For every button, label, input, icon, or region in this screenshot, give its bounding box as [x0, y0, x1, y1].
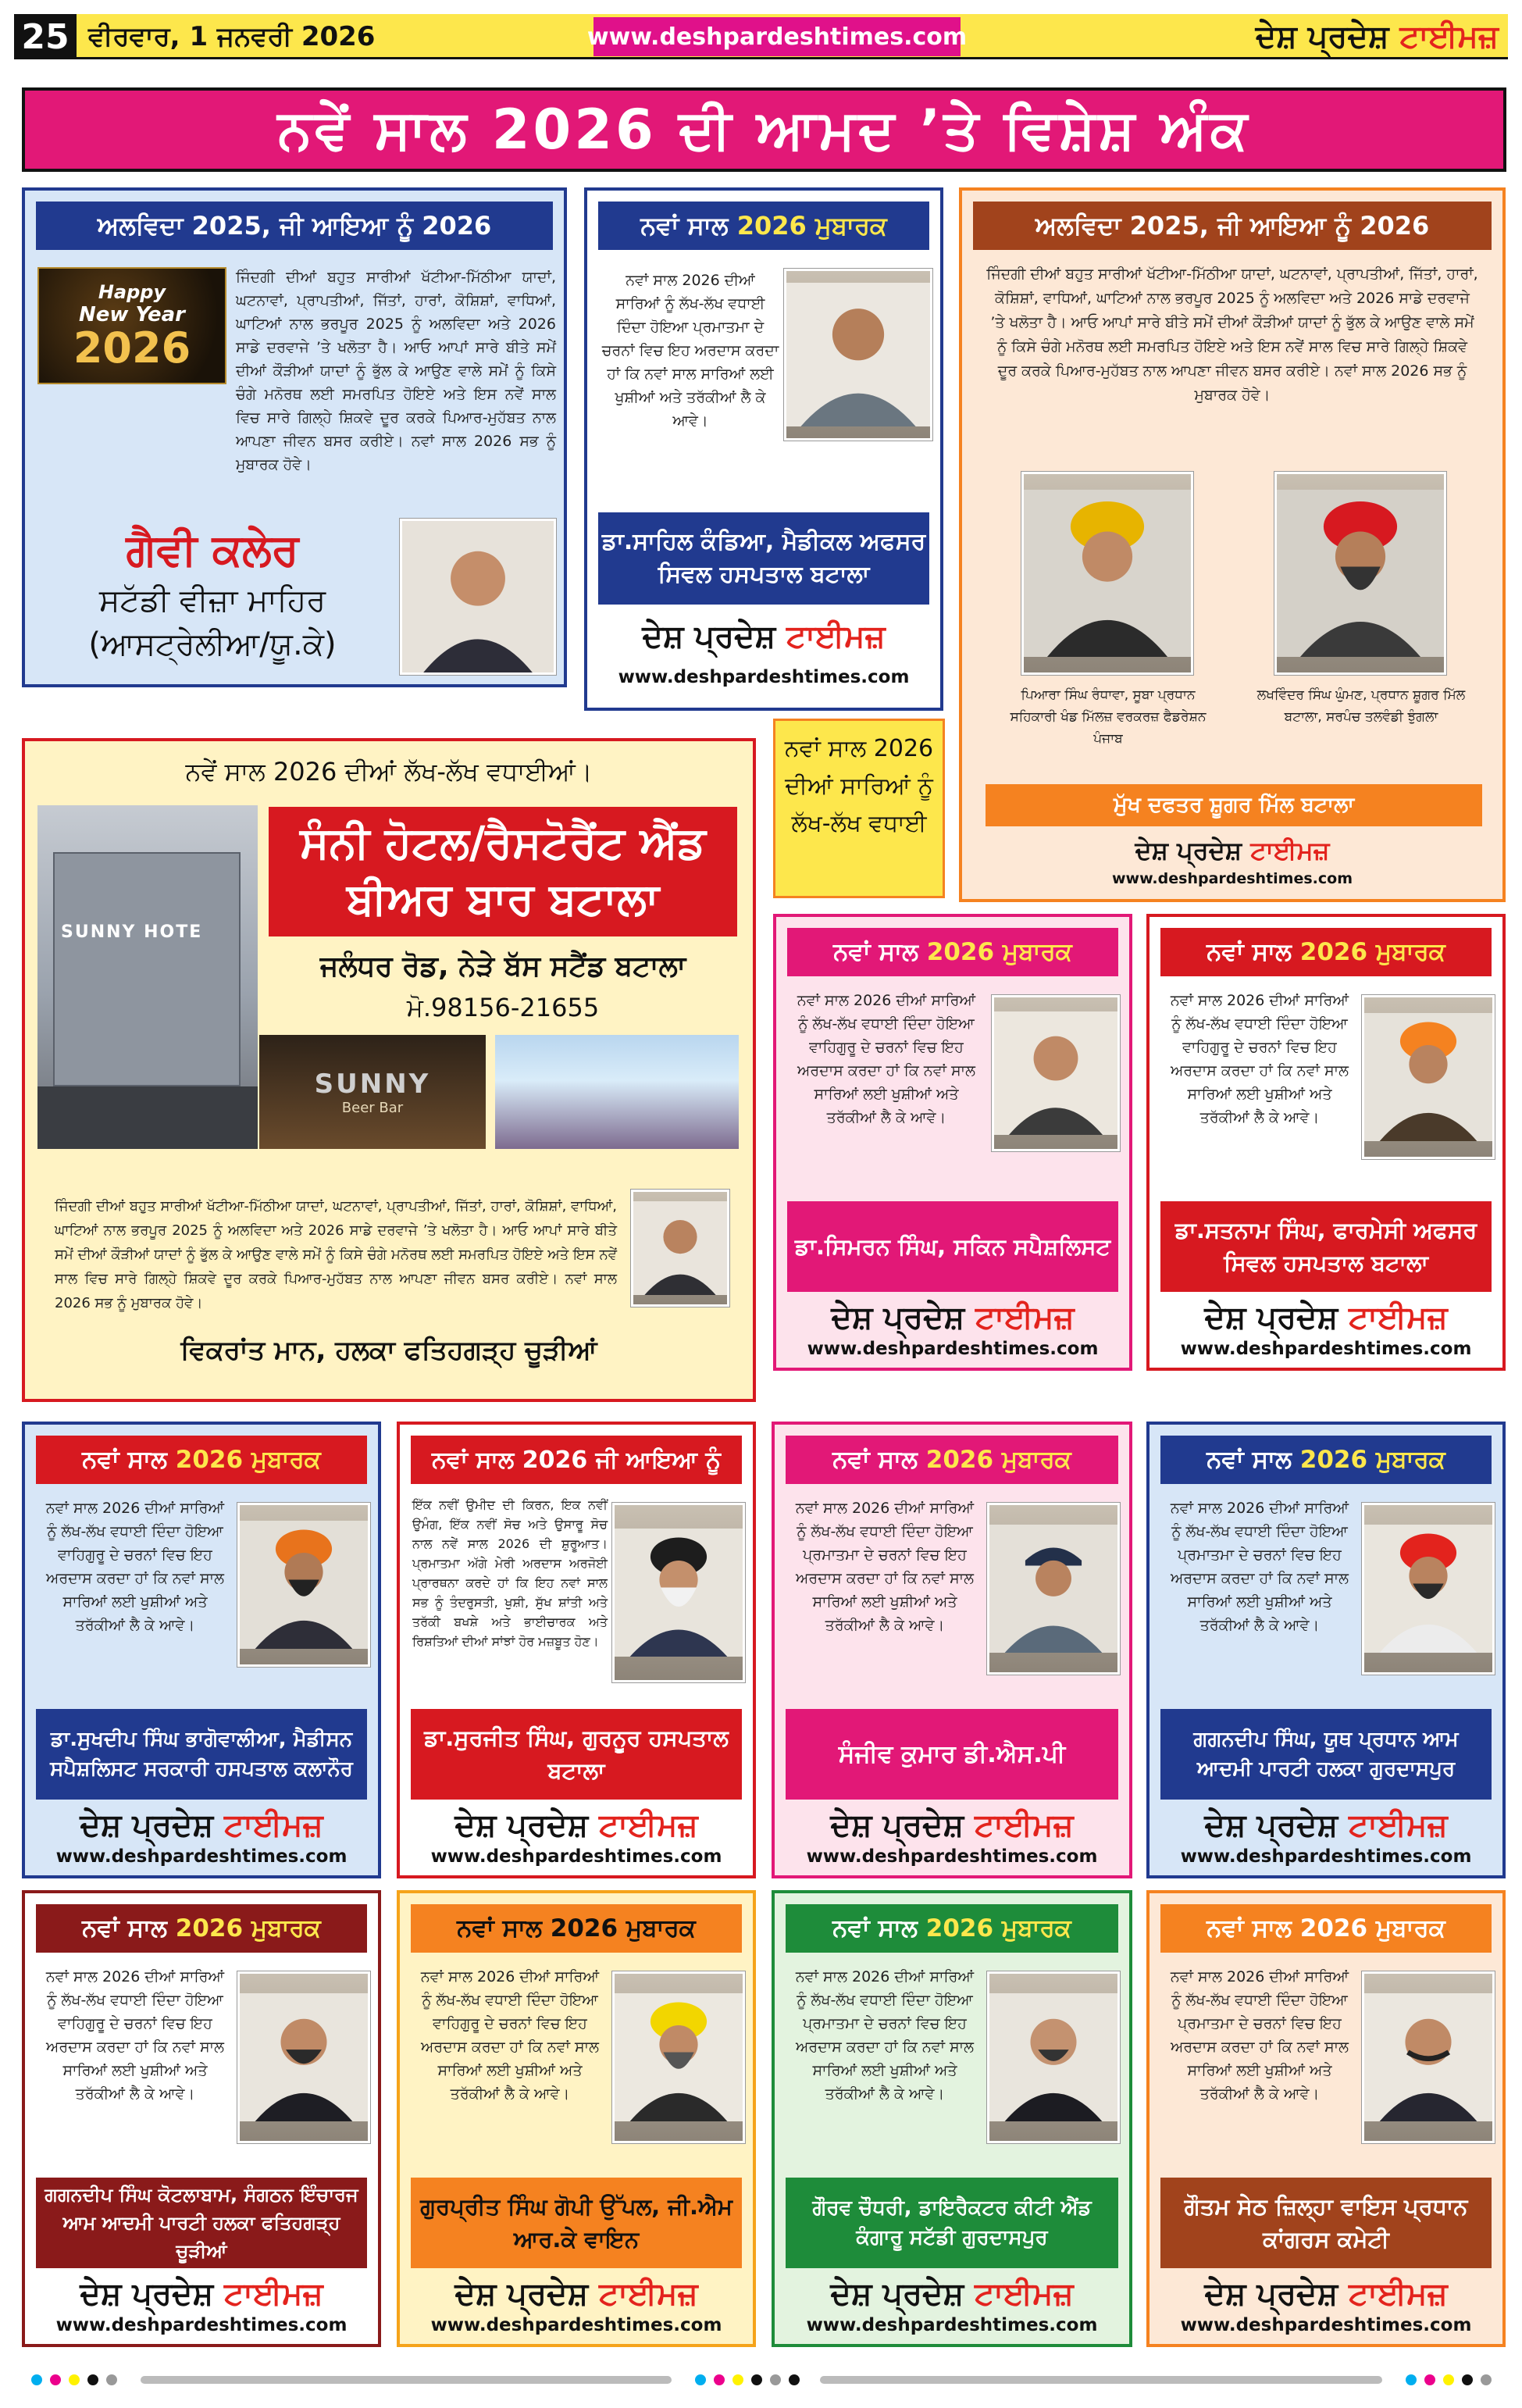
- reg-dot-yellow: [69, 2374, 80, 2385]
- card-gaurav: [772, 1890, 1132, 2347]
- person1-photo: [1021, 472, 1193, 675]
- simran-photo: [992, 995, 1120, 1151]
- brand-logo: ਦੇਸ਼ ਪ੍ਰਦੇਸ਼ ਟਾਈਮਜ਼: [1204, 2276, 1448, 2312]
- masthead-brand-a: ਦੇਸ਼ ਪ੍ਰਦੇਸ਼: [1255, 19, 1389, 55]
- small-wish-text: ਨਵਾਂ ਸਾਲ 2026 ਦੀਆਂ ਸਾਰਿਆਂ ਨੂੰ ਲੱਖ-ਲੱਖ ਵਧਾਈ: [784, 735, 934, 837]
- gurpreet-photo: [612, 1971, 745, 2143]
- sahil-name: ਡਾ.ਸਾਹਿਲ ਕੰਡਿਆ, ਮੈਡੀਕਲ ਅਫਸਰ ਸਿਵਲ ਹਸਪਤਾਲ ਬਟਾਲਾ: [598, 512, 929, 605]
- sanjeev-name: ਸੰਜੀਵ ਕੁਮਾਰ ਡੀ.ਐਸ.ਪੀ: [786, 1709, 1118, 1800]
- site-url[interactable]: www.deshpardeshtimes.com: [806, 2315, 1098, 2335]
- person2-caption: ਲਖਵਿੰਦਰ ਸਿੰਘ ਘੁੰਮਣ, ਪ੍ਰਧਾਨ ਸ਼ੂਗਰ ਮਿੱਲ ਬਟਾਲਾ, ਸਰਪੰਚ ਤਲਵੰਡੀ ਝੁੰਗਲਾ: [1256, 687, 1466, 725]
- sahil-photo: [784, 269, 932, 441]
- hotel-address: ਜਲੰਧਰ ਰੋਡ, ਨੇੜੇ ਬੱਸ ਸਟੈਂਡ ਬਟਾਲਾ: [319, 951, 686, 983]
- brand-logo: ਦੇਸ਼ ਪ੍ਰਦੇਸ਼ ਟਾਈਮਜ਼: [830, 1807, 1074, 1843]
- hotel-name-box: ਸੰਨੀ ਹੋਟਲ/ਰੈਸਟੋਰੈਂਟ ਐਂਡ ਬੀਅਰ ਬਾਰ ਬਟਾਲਾ: [269, 807, 737, 936]
- site-url[interactable]: www.deshpardeshtimes.com: [55, 2315, 348, 2335]
- farewell-text: ਜਿੰਦਗੀ ਦੀਆਂ ਬਹੁਤ ਸਾਰੀਆਂ ਖੱਟੀਆ-ਮਿੱਠੀਆ ਯਾਦਾਂ, ਘਟਨਾਵਾਂ, ਪ੍ਰਾਪਤੀਆਂ, ਜਿੱਤਾਂ, ਹਾਰਾਂ, ਕੋਸ਼ਿਸ਼ਾਂ, ਵਾਧਿਆਂ, ਘਾਟਿਆਂ ਨਾਲ ਭਰਪੂਰ 2025 ਨੂੰ ਅਲਵਿਦਾ ਅਤੇ 2026 ਸਾਡੇ ਦਰਵਾਜੇ ’ਤੇ ਖਲੋਤਾ ਹੈ। ਆਓ ਆਪਾਂ ਸਾਰੇ ਬੀਤੇ ਸਮੇਂ ਦੀਆਂ ਕੌੜੀਆਂ ਯਾਦਾਂ ਨੂੰ ਭੁੱਲ ਕੇ ਆਉਣ ਵਾਲੇ ਸਮੇਂ ਨੂੰ ਕਿਸੇ ਚੰਗੇ ਮਨੋਰਥ ਲਈ ਸਮਰਪਿਤ ਹੋਇਏ ਅਤੇ ਇਸ ਨਵੇਂ ਸਾਲ ਵਿਚ ਸਾਰੇ ਗਿਲ੍ਹੇ ਸ਼ਿਕਵੇ ਦੂਰ ਕਰਕੇ ਪਿਆਰ-ਮੁਹੱਬਤ ਨਾਲ ਆਪਣਾ ਜੀਵਨ ਬਸਰ ਕਰੀਏ। ਨਵਾਂ ਸਾਲ 2026 ਸਭ ਨੂੰ ਮੁਬਾਰਕ ਹੋਵੇ।: [986, 266, 1478, 404]
- card-title: ਅਲਵਿਦਾ 2025, ਜੀ ਆਇਆ ਨੂੰ 2026: [973, 202, 1492, 250]
- gavi-name: ਗੈਵੀ ਕਲੇਰ: [126, 525, 299, 576]
- brand-logo: ਦੇਸ਼ ਪ੍ਰਦੇਸ਼ ਟਾਈਮਜ਼: [80, 1807, 323, 1843]
- card-title: ਨਵਾਂ ਸਾਲ 2026 ਮੁਬਾਰਕ: [1160, 928, 1492, 976]
- card-title: ਨਵਾਂ ਸਾਲ 2026 ਮੁਬਾਰਕ: [787, 928, 1118, 976]
- reg-dot-cyan: [695, 2374, 706, 2385]
- site-url[interactable]: www.deshpardeshtimes.com: [1180, 1339, 1472, 1359]
- reg-dot-grey: [106, 2374, 117, 2385]
- card-title: ਨਵਾਂ ਸਾਲ 2026 ਮੁਬਾਰਕ: [411, 1904, 742, 1953]
- card-sunny-hotel: [22, 738, 756, 1402]
- badge-new-year: New Year: [79, 303, 185, 326]
- satnam-photo: [1362, 995, 1495, 1159]
- reg-dot-magenta: [50, 2374, 61, 2385]
- gavi-role: ਸਟੱਡੀ ਵੀਜ਼ਾ ਮਾਹਿਰ: [98, 583, 326, 619]
- hotel-sign: SUNNY HOTE: [61, 922, 203, 942]
- reg-bar-left: [141, 2376, 672, 2384]
- bar-sign: SUNNY: [314, 1068, 431, 1100]
- reg-bar-right: [820, 2376, 1382, 2384]
- special-issue-banner: ਨਵੇਂ ਸਾਲ 2026 ਦੀ ਆਮਦ ’ਤੇ ਵਿਸ਼ੇਸ਼ ਅੰਕ: [22, 87, 1506, 172]
- reg-dot-cyan: [31, 2374, 42, 2385]
- print-registration-strip: [0, 2367, 1522, 2398]
- reg-dot-yellow: [1443, 2374, 1454, 2385]
- brand-logo: ਦੇਸ਼ ਪ੍ਰਦੇਸ਼ ਟਾਈਮਜ਼: [454, 2276, 698, 2312]
- top-wish: ਨਵੇਂ ਸਾਲ 2026 ਦੀਆਂ ਲੱਖ-ਲੱਖ ਵਧਾਈਆਂ।: [185, 757, 593, 787]
- card-title: ਨਵਾਂ ਸਾਲ 2026 ਮੁਬਾਰਕ: [36, 1904, 367, 1953]
- satnam-name: ਡਾ.ਸਤਨਾਮ ਸਿੰਘ, ਫਾਰਮੇਸੀ ਅਫਸਰ ਸਿਵਲ ਹਸਪਤਾਲ ਬਟਾਲਾ: [1160, 1201, 1492, 1292]
- brand-logo: ਦੇਸ਼ ਪ੍ਰਦੇਸ਼ ਟਾਈਮਜ਼: [80, 2276, 323, 2312]
- happy-new-year-badge: [37, 267, 226, 384]
- site-url[interactable]: www.deshpardeshtimes.com: [1111, 870, 1353, 887]
- site-url[interactable]: www.deshpardeshtimes.com: [618, 667, 910, 687]
- card-title: ਨਵਾਂ ਸਾਲ 2026 ਮੁਬਾਰਕ: [1160, 1904, 1492, 1953]
- greeting-text: ਨਵਾਂ ਸਾਲ 2026 ਦੀਆਂ ਸਾਰਿਆਂ ਨੂੰ ਲੱਖ-ਲੱਖ ਵਧਾਈ ਦਿੰਦਾ ਹੋਇਆ ਪ੍ਰਮਾਤਮਾ ਦੇ ਚਰਨਾਂ ਵਿਚ ਇਹ ਅਰਦਾਸ ਕਰਦਾ ਹਾਂ ਕਿ ਨਵਾਂ ਸਾਲ ਸਾਰਿਆਂ ਲਈ ਖੁਸ਼ੀਆਂ ਅਤੇ ਤਰੱਕੀਆਂ ਲੈ ਕੇ ਆਵੇ।: [1170, 1500, 1349, 1634]
- greeting-text: ਨਵਾਂ ਸਾਲ 2026 ਦੀਆਂ ਸਾਰਿਆਂ ਨੂੰ ਲੱਖ-ਲੱਖ ਵਧਾਈ ਦਿੰਦਾ ਹੋਇਆ ਵਾਹਿਗੁਰੂ ਦੇ ਚਰਨਾਂ ਵਿਚ ਇਹ ਅਰਦਾਸ ਕਰਦਾ ਹਾਂ ਕਿ ਨਵਾਂ ਸਾਲ ਸਾਰਿਆਂ ਲਈ ਖੁਸ਼ੀਆਂ ਅਤੇ ਤਰੱਕੀਆਂ ਲੈ ਕੇ ਆਵੇ।: [45, 1500, 225, 1634]
- person2-photo: [1274, 472, 1446, 675]
- hotel-building-photo: [37, 805, 258, 1149]
- greeting-text: ਨਵਾਂ ਸਾਲ 2026 ਦੀਆਂ ਸਾਰਿਆਂ ਨੂੰ ਲੱਖ-ਲੱਖ ਵਧਾਈ ਦਿੰਦਾ ਹੋਇਆ ਵਾਹਿਗੁਰੂ ਦੇ ਚਰਨਾਂ ਵਿਚ ਇਹ ਅਰਦਾਸ ਕਰਦਾ ਹਾਂ ਕਿ ਨਵਾਂ ਸਾਲ ਸਾਰਿਆਂ ਲਈ ਖੁਸ਼ੀਆਂ ਅਤੇ ਤਰੱਕੀਆਂ ਲੈ ਕੇ ਆਵੇ।: [420, 1968, 600, 2103]
- surjit-photo: [612, 1503, 745, 1682]
- card-satnam: [1146, 914, 1506, 1371]
- masthead-brand: [1256, 14, 1499, 59]
- gautam-name: ਗੌਤਮ ਸੇਠ ਜ਼ਿਲ੍ਹਾ ਵਾਇਸ ਪ੍ਰਧਾਨ ਕਾਂਗਰਸ ਕਮੇਟੀ: [1160, 2178, 1492, 2268]
- gagandeep-aap-name: ਗਗਨਦੀਪ ਸਿੰਘ, ਯੂਥ ਪ੍ਰਧਾਨ ਆਮ ਆਦਮੀ ਪਾਰਟੀ ਹਲਕਾ ਗੁਰਦਾਸਪੁਰ: [1160, 1709, 1492, 1800]
- sukhdeep-photo: [237, 1503, 370, 1667]
- gagandeep-kotla-photo: [237, 1971, 370, 2143]
- card-title: ਨਵਾਂ ਸਾਲ 2026 ਜੀ ਆਇਆ ਨੂੰ: [411, 1436, 742, 1484]
- gaurav-name: ਗੌਰਵ ਚੌਧਰੀ, ਡਾਇਰੈਕਟਰ ਕੀਟੀ ਐਂਡ ਕੰਗਾਰੂ ਸਟੱਡੀ ਗੁਰਦਾਸਪੁਰ: [786, 2178, 1118, 2268]
- card-gurpreet: [397, 1890, 756, 2347]
- hotel-phone[interactable]: ਮੋ.98156-21655: [406, 993, 600, 1022]
- reg-dot-magenta: [714, 2374, 725, 2385]
- page-header: [14, 14, 1508, 59]
- greeting-text: ਨਵਾਂ ਸਾਲ 2026 ਦੀਆਂ ਸਾਰਿਆਂ ਨੂੰ ਲੱਖ-ਲੱਖ ਵਧਾਈ ਦਿੰਦਾ ਹੋਇਆ ਪ੍ਰਮਾਤਮਾ ਦੇ ਚਰਨਾਂ ਵਿਚ ਇਹ ਅਰਦਾਸ ਕਰਦਾ ਹਾਂ ਕਿ ਨਵਾਂ ਸਾਲ ਸਾਰਿਆਂ ਲਈ ਖੁਸ਼ੀਆਂ ਅਤੇ ਤਰੱਕੀਆਂ ਲੈ ਕੇ ਆਵੇ।: [601, 272, 779, 430]
- site-url[interactable]: www.deshpardeshtimes.com: [430, 1846, 722, 1867]
- card-small-wish: [773, 719, 945, 898]
- card-gagandeep-aap: [1146, 1422, 1506, 1878]
- gagandeep-kotla-name: ਗਗਨਦੀਪ ਸਿੰਘ ਕੋਟਲਾਬਾਮ, ਸੰਗਠਨ ਇੰਚਾਰਜ ਆਮ ਆਦਮੀ ਪਾਰਟੀ ਹਲਕਾ ਫਤਿਹਗੜ੍ਹ ਚੂੜੀਆਂ: [36, 2178, 367, 2268]
- card-sugar-mill: [959, 187, 1506, 902]
- brand-logo: ਦੇਸ਼ ਪ੍ਰਦੇਸ਼ ਟਾਈਮਜ਼: [831, 1300, 1075, 1336]
- site-url[interactable]: www.deshpardeshtimes.com: [55, 1846, 348, 1867]
- site-url[interactable]: www.deshpardeshtimes.com: [807, 1339, 1099, 1359]
- beer-bar-photo: [259, 1035, 486, 1149]
- brand-logo: ਦੇਸ਼ ਪ੍ਰਦੇਸ਼ ਟਾਈਮਜ਼: [1204, 1807, 1448, 1843]
- reg-dot-magenta: [1424, 2374, 1435, 2385]
- gautam-photo: [1362, 1971, 1495, 2143]
- sanjeev-photo: [987, 1503, 1120, 1675]
- masthead-brand-b: ਟਾਈਮਜ਼: [1399, 19, 1499, 55]
- brand-logo: ਦੇਸ਼ ਪ੍ਰਦੇਸ਼ ਟਾਈਮਜ਼: [642, 619, 886, 655]
- badge-year: 2026: [73, 323, 191, 373]
- farewell-text: ਜਿੰਦਗੀ ਦੀਆਂ ਬਹੁਤ ਸਾਰੀਆਂ ਖੱਟੀਆ-ਮਿੱਠੀਆ ਯਾਦਾਂ, ਘਟਨਾਵਾਂ, ਪ੍ਰਾਪਤੀਆਂ, ਜਿੱਤਾਂ, ਹਾਰਾਂ, ਕੋਸ਼ਿਸ਼ਾਂ, ਵਾਧਿਆਂ, ਘਾਟਿਆਂ ਨਾਲ ਭਰਪੂਰ 2025 ਨੂੰ ਅਲਵਿਦਾ ਅਤੇ 2026 ਸਾਡੇ ਦਰਵਾਜੇ ’ਤੇ ਖਲੋਤਾ ਹੈ। ਆਓ ਆਪਾਂ ਸਾਰੇ ਬੀਤੇ ਸਮੇਂ ਦੀਆਂ ਕੌੜੀਆਂ ਯਾਦਾਂ ਨੂੰ ਭੁੱਲ ਕੇ ਆਉਣ ਵਾਲੇ ਸਮੇਂ ਨੂੰ ਕਿਸੇ ਚੰਗੇ ਮਨੋਰਥ ਲਈ ਸਮਰਪਿਤ ਹੋਇਏ ਅਤੇ ਇਸ ਨਵੇਂ ਸਾਲ ਵਿਚ ਸਾਰੇ ਗਿਲ੍ਹੇ ਸ਼ਿਕਵੇ ਦੂਰ ਕਰਕੇ ਪਿਆਰ-ਮੁਹੱਬਤ ਨਾਲ ਆਪਣਾ ਜੀਵਨ ਬਸਰ ਕਰੀਏ। ਨਵਾਂ ਸਾਲ 2026 ਸਭ ਨੂੰ ਮੁਬਾਰਕ ਹੋਵੇ।: [236, 269, 556, 473]
- reg-dot-yellow: [732, 2374, 743, 2385]
- bar-sub: Beer Bar: [341, 1099, 404, 1116]
- gavi-photo: [400, 519, 556, 675]
- simran-name: ਡਾ.ਸਿਮਰਨ ਸਿੰਘ, ਸਕਿਨ ਸਪੈਸ਼ਲਿਸਟ: [787, 1201, 1118, 1292]
- brand-logo: ਦੇਸ਼ ਪ੍ਰਦੇਸ਼ ਟਾਈਮਜ਼: [454, 1807, 698, 1843]
- card-title: ਨਵਾਂ ਸਾਲ 2026 ਮੁਬਾਰਕ: [1160, 1436, 1492, 1484]
- greeting-text: ਨਵਾਂ ਸਾਲ 2026 ਦੀਆਂ ਸਾਰਿਆਂ ਨੂੰ ਲੱਖ-ਲੱਖ ਵਧਾਈ ਦਿੰਦਾ ਹੋਇਆ ਵਾਹਿਗੁਰੂ ਦੇ ਚਰਨਾਂ ਵਿਚ ਇਹ ਅਰਦਾਸ ਕਰਦਾ ਹਾਂ ਕਿ ਨਵਾਂ ਸਾਲ ਸਾਰਿਆਂ ਲਈ ਖੁਸ਼ੀਆਂ ਅਤੇ ਤਰੱਕੀਆਂ ਲੈ ਕੇ ਆਵੇ।: [1170, 992, 1349, 1126]
- card-sahil: [584, 187, 943, 711]
- greeting-text: ਨਵਾਂ ਸਾਲ 2026 ਦੀਆਂ ਸਾਰਿਆਂ ਨੂੰ ਲੱਖ-ਲੱਖ ਵਧਾਈ ਦਿੰਦਾ ਹੋਇਆ ਪ੍ਰਮਾਤਮਾ ਦੇ ਚਰਨਾਂ ਵਿਚ ਇਹ ਅਰਦਾਸ ਕਰਦਾ ਹਾਂ ਕਿ ਨਵਾਂ ਸਾਲ ਸਾਰਿਆਂ ਲਈ ਖੁਸ਼ੀਆਂ ਅਤੇ ਤਰੱਕੀਆਂ ਲੈ ਕੇ ਆਵੇ।: [795, 1500, 975, 1634]
- gagandeep-aap-photo: [1362, 1503, 1495, 1675]
- vikrant-photo: [631, 1190, 729, 1307]
- card-title: ਨਵਾਂ ਸਾਲ 2026 ਮੁਬਾਰਕ: [786, 1904, 1118, 1953]
- greeting-text: ਨਵਾਂ ਸਾਲ 2026 ਦੀਆਂ ਸਾਰਿਆਂ ਨੂੰ ਲੱਖ-ਲੱਖ ਵਧਾਈ ਦਿੰਦਾ ਹੋਇਆ ਪ੍ਰਮਾਤਮਾ ਦੇ ਚਰਨਾਂ ਵਿਚ ਇਹ ਅਰਦਾਸ ਕਰਦਾ ਹਾਂ ਕਿ ਨਵਾਂ ਸਾਲ ਸਾਰਿਆਂ ਲਈ ਖੁਸ਼ੀਆਂ ਅਤੇ ਤਰੱਕੀਆਂ ਲੈ ਕੇ ਆਵੇ।: [795, 1968, 975, 2103]
- signature-line: ਵਿਕਰਾਂਤ ਮਾਨ, ਹਲਕਾ ਫਤਿਹਗੜ੍ਹ ਚੂੜੀਆਂ: [180, 1335, 597, 1366]
- badge-happy: Happy: [98, 281, 166, 303]
- card-gavi-kaler: [22, 187, 567, 687]
- page-number: 25: [14, 14, 77, 59]
- gavi-place: (ਆਸਟ੍ਰੇਲੀਆ/ਯੂ.ਕੇ): [88, 626, 337, 662]
- brand-logo: ਦੇਸ਼ ਪ੍ਰਦੇਸ਼ ਟਾਈਮਜ਼: [830, 2276, 1074, 2312]
- site-url[interactable]: www.deshpardeshtimes.com: [1180, 1846, 1472, 1867]
- greeting-text: ਇੱਕ ਨਵੀਂ ਉਮੀਦ ਦੀ ਕਿਰਨ, ਇਕ ਨਵੀਂ ਉਮੰਗ, ਇੱਕ ਨਵੀਂ ਸੋਚ ਅਤੇ ਉਸਾਰੂ ਸੋਚ ਨਾਲ ਨਵੇਂ ਸਾਲ 2026 ਦੀ ਸ਼ੁਰੂਆਤ। ਪ੍ਰਮਾਤਮਾ ਅੱਗੇ ਮੇਰੀ ਅਰਦਾਸ ਅਰਜੋਈ ਪ੍ਰਾਰਥਨਾ ਕਰਦੇ ਹਾਂ ਕਿ ਇਹ ਨਵਾਂ ਸਾਲ ਸਭ ਨੂੰ ਤੰਦਰੁਸਤੀ, ਖੁਸ਼ੀ, ਸੁੱਖ ਸ਼ਾਂਤੀ ਅਤੇ ਤਰੱਕੀ ਬਖਸ਼ੇ ਅਤੇ ਭਾਈਚਾਰਕ ਅਤੇ ਰਿਸ਼ਤਿਆਂ ਦੀਆਂ ਸਾਂਝਾਂ ਹੋਰ ਮਜ਼ਬੂਤ ਹੋਣ।: [412, 1497, 608, 1649]
- reg-dot-black: [87, 2374, 98, 2385]
- card-title: ਨਵਾਂ ਸਾਲ 2026 ਮੁਬਾਰਕ: [598, 202, 929, 250]
- card-surjit: [397, 1422, 756, 1878]
- reg-dot-cyan: [1406, 2374, 1417, 2385]
- surjit-name: ਡਾ.ਸੁਰਜੀਤ ਸਿੰਘ, ਗੁਰਨੂਰ ਹਸਪਤਾਲ ਬਟਾਲਾ: [411, 1709, 742, 1800]
- sukhdeep-name: ਡਾ.ਸੁਖਦੀਪ ਸਿੰਘ ਭਾਗੋਵਾਲੀਆ, ਮੈਡੀਸਨ ਸਪੈਸ਼ਲਿਸਟ ਸਰਕਾਰੀ ਹਸਪਤਾਲ ਕਲਾਨੌਰ: [36, 1709, 367, 1800]
- site-url[interactable]: www.deshpardeshtimes.com: [430, 2315, 722, 2335]
- reg-dot-black: [1462, 2374, 1473, 2385]
- card-simran: [773, 914, 1132, 1371]
- reg-dot-grey: [1481, 2374, 1492, 2385]
- farewell-text: ਜਿੰਦਗੀ ਦੀਆਂ ਬਹੁਤ ਸਾਰੀਆਂ ਖੱਟੀਆ-ਮਿੱਠੀਆ ਯਾਦਾਂ, ਘਟਨਾਵਾਂ, ਪ੍ਰਾਪਤੀਆਂ, ਜਿੱਤਾਂ, ਹਾਰਾਂ, ਕੋਸ਼ਿਸ਼ਾਂ, ਵਾਧਿਆਂ, ਘਾਟਿਆਂ ਨਾਲ ਭਰਪੂਰ 2025 ਨੂੰ ਅਲਵਿਦਾ ਅਤੇ 2026 ਸਾਡੇ ਦਰਵਾਜੇ ’ਤੇ ਖਲੋਤਾ ਹੈ। ਆਓ ਆਪਾਂ ਸਾਰੇ ਬੀਤੇ ਸਮੇਂ ਦੀਆਂ ਕੌੜੀਆਂ ਯਾਦਾਂ ਨੂੰ ਭੁੱਲ ਕੇ ਆਉਣ ਵਾਲੇ ਸਮੇਂ ਨੂੰ ਕਿਸੇ ਚੰਗੇ ਮਨੋਰਥ ਲਈ ਸਮਰਪਿਤ ਹੋਇਏ ਅਤੇ ਇਸ ਨਵੇਂ ਸਾਲ ਵਿਚ ਸਾਰੇ ਗਿਲ੍ਹੇ ਸ਼ਿਕਵੇ ਦੂਰ ਕਰਕੇ ਪਿਆਰ-ਮੁਹੱਬਤ ਨਾਲ ਆਪਣਾ ਜੀਵਨ ਬਸਰ ਕਰੀਏ। ਨਵਾਂ ਸਾਲ 2026 ਸਭ ਨੂੰ ਮੁਬਾਰਕ ਹੋਵੇ।: [55, 1198, 617, 1311]
- site-url[interactable]: www.deshpardeshtimes.com: [806, 1846, 1098, 1867]
- banquet-photo: [495, 1035, 739, 1149]
- greeting-text: ਨਵਾਂ ਸਾਲ 2026 ਦੀਆਂ ਸਾਰਿਆਂ ਨੂੰ ਲੱਖ-ਲੱਖ ਵਧਾਈ ਦਿੰਦਾ ਹੋਇਆ ਵਾਹਿਗੁਰੂ ਦੇ ਚਰਨਾਂ ਵਿਚ ਇਹ ਅਰਦਾਸ ਕਰਦਾ ਹਾਂ ਕਿ ਨਵਾਂ ਸਾਲ ਸਾਰਿਆਂ ਲਈ ਖੁਸ਼ੀਆਂ ਅਤੇ ਤਰੱਕੀਆਂ ਲੈ ਕੇ ਆਵੇ।: [45, 1968, 225, 2103]
- card-sukhdeep: [22, 1422, 381, 1878]
- gurpreet-name: ਗੁਰਪ੍ਰੀਤ ਸਿੰਘ ਗੋਪੀ ਉੱਪਲ, ਜੀ.ਐਮ ਆਰ.ਕੇ ਵਾਇਨ: [411, 2178, 742, 2268]
- reg-dot-black: [751, 2374, 762, 2385]
- site-url[interactable]: www.deshpardeshtimes.com: [1180, 2315, 1472, 2335]
- card-title: ਨਵਾਂ ਸਾਲ 2026 ਮੁਬਾਰਕ: [36, 1436, 367, 1484]
- greeting-text: ਨਵਾਂ ਸਾਲ 2026 ਦੀਆਂ ਸਾਰਿਆਂ ਨੂੰ ਲੱਖ-ਲੱਖ ਵਧਾਈ ਦਿੰਦਾ ਹੋਇਆ ਪ੍ਰਮਾਤਮਾ ਦੇ ਚਰਨਾਂ ਵਿਚ ਇਹ ਅਰਦਾਸ ਕਰਦਾ ਹਾਂ ਕਿ ਨਵਾਂ ਸਾਲ ਸਾਰਿਆਂ ਲਈ ਖੁਸ਼ੀਆਂ ਅਤੇ ਤਰੱਕੀਆਂ ਲੈ ਕੇ ਆਵੇ।: [1170, 1968, 1349, 2103]
- greeting-text: ਨਵਾਂ ਸਾਲ 2026 ਦੀਆਂ ਸਾਰਿਆਂ ਨੂੰ ਲੱਖ-ਲੱਖ ਵਧਾਈ ਦਿੰਦਾ ਹੋਇਆ ਵਾਹਿਗੁਰੂ ਦੇ ਚਰਨਾਂ ਵਿਚ ਇਹ ਅਰਦਾਸ ਕਰਦਾ ਹਾਂ ਕਿ ਨਵਾਂ ਸਾਲ ਸਾਰਿਆਂ ਲਈ ਖੁਸ਼ੀਆਂ ਅਤੇ ਤਰੱਕੀਆਂ ਲੈ ਕੇ ਆਵੇ।: [797, 992, 976, 1126]
- reg-dot-grey: [770, 2374, 781, 2385]
- card-gautam: [1146, 1890, 1506, 2347]
- office-band: ਮੁੱਖ ਦਫਤਰ ਸ਼ੂਗਰ ਮਿੱਲ ਬਟਾਲਾ: [986, 784, 1482, 826]
- card-gagandeep-kotla: [22, 1890, 381, 2347]
- header-url[interactable]: www.deshpardeshtimes.com: [593, 17, 961, 56]
- card-title: ਅਲਵਿਦਾ 2025, ਜੀ ਆਇਆ ਨੂੰ 2026: [36, 202, 553, 250]
- card-sanjeev: [772, 1422, 1132, 1878]
- brand-logo: ਦੇਸ਼ ਪ੍ਰਦੇਸ਼ ਟਾਈਮਜ਼: [1135, 836, 1330, 865]
- issue-date: ਵੀਰਵਾਰ, 1 ਜਨਵਰੀ 2026: [88, 21, 376, 52]
- card-title: ਨਵਾਂ ਸਾਲ 2026 ਮੁਬਾਰਕ: [786, 1436, 1118, 1484]
- gaurav-photo: [987, 1971, 1120, 2143]
- brand-logo: ਦੇਸ਼ ਪ੍ਰਦੇਸ਼ ਟਾਈਮਜ਼: [1204, 1300, 1448, 1336]
- reg-dot-black: [789, 2374, 800, 2385]
- person1-caption: ਪਿਆਰਾ ਸਿੰਘ ਰੰਧਾਵਾ, ਸੂਬਾ ਪ੍ਰਧਾਨ ਸਹਿਕਾਰੀ ਖੰਡ ਮਿੱਲਜ਼ ਵਰਕਰਜ਼ ਫੈਡਰੇਸ਼ਨ ਪੰਜਾਬ: [1010, 687, 1207, 747]
